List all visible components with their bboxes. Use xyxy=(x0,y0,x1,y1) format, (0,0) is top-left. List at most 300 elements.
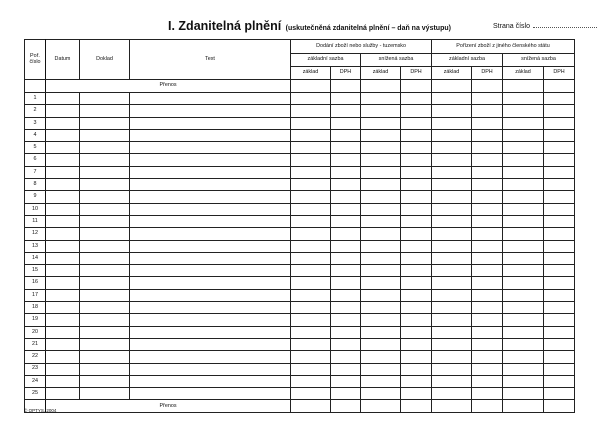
entry-cell[interactable] xyxy=(401,265,432,277)
entry-cell[interactable] xyxy=(472,228,503,240)
entry-cell[interactable] xyxy=(544,203,575,215)
entry-cell[interactable] xyxy=(432,117,472,129)
entry-cell[interactable] xyxy=(291,93,331,105)
entry-cell[interactable] xyxy=(291,179,331,191)
entry-cell[interactable] xyxy=(472,388,503,400)
entry-cell[interactable] xyxy=(432,129,472,141)
entry-cell[interactable] xyxy=(503,142,544,154)
entry-cell[interactable] xyxy=(361,166,401,178)
entry-cell[interactable] xyxy=(291,363,331,375)
entry-cell[interactable] xyxy=(472,252,503,264)
entry-cell[interactable] xyxy=(80,375,130,387)
entry-cell[interactable] xyxy=(130,154,291,166)
entry-cell[interactable] xyxy=(401,191,432,203)
entry-cell[interactable] xyxy=(544,228,575,240)
entry-cell[interactable] xyxy=(331,166,361,178)
row-number: 16 xyxy=(25,277,46,289)
entry-cell[interactable] xyxy=(401,338,432,350)
entry-cell[interactable] xyxy=(361,351,401,363)
entry-cell[interactable] xyxy=(472,363,503,375)
entry-cell[interactable] xyxy=(544,166,575,178)
entry-cell[interactable] xyxy=(46,388,80,400)
entry-cell[interactable] xyxy=(544,388,575,400)
entry-cell[interactable] xyxy=(80,203,130,215)
entry-cell[interactable] xyxy=(503,179,544,191)
row-number: 21 xyxy=(25,338,46,350)
entry-cell[interactable] xyxy=(130,240,291,252)
entry-cell[interactable] xyxy=(361,388,401,400)
entry-cell[interactable] xyxy=(401,142,432,154)
row-number: 2 xyxy=(25,105,46,117)
entry-cell[interactable] xyxy=(46,179,80,191)
entry-cell[interactable] xyxy=(472,191,503,203)
entry-cell[interactable] xyxy=(331,228,361,240)
row-number: 7 xyxy=(25,166,46,178)
entry-cell[interactable] xyxy=(361,375,401,387)
subheader-eu-reduced-rate: snížená sazba xyxy=(503,54,575,67)
entry-cell[interactable] xyxy=(432,363,472,375)
entry-cell[interactable] xyxy=(503,191,544,203)
entry-cell[interactable] xyxy=(503,129,544,141)
entry-cell[interactable] xyxy=(80,228,130,240)
entry-cell[interactable] xyxy=(80,314,130,326)
entry-cell[interactable] xyxy=(331,375,361,387)
entry-cell[interactable] xyxy=(80,289,130,301)
entry-cell[interactable] xyxy=(401,215,432,227)
entry-cell[interactable] xyxy=(46,326,80,338)
entry-cell[interactable] xyxy=(544,351,575,363)
entry-cell[interactable] xyxy=(331,191,361,203)
entry-cell[interactable] xyxy=(361,215,401,227)
entry-cell[interactable] xyxy=(46,203,80,215)
entry-cell[interactable] xyxy=(80,351,130,363)
entry-cell[interactable] xyxy=(291,129,331,141)
entry-cell[interactable] xyxy=(291,142,331,154)
entry-cell[interactable] xyxy=(46,338,80,350)
entry-cell[interactable] xyxy=(544,117,575,129)
entry-cell[interactable] xyxy=(361,277,401,289)
entry-cell[interactable] xyxy=(46,289,80,301)
entry-cell[interactable] xyxy=(331,215,361,227)
entry-cell[interactable] xyxy=(291,228,331,240)
entry-cell[interactable] xyxy=(130,289,291,301)
entry-cell[interactable] xyxy=(80,117,130,129)
entry-cell[interactable] xyxy=(80,215,130,227)
entry-cell[interactable] xyxy=(401,166,432,178)
entry-cell[interactable] xyxy=(503,154,544,166)
entry-cell[interactable] xyxy=(401,93,432,105)
entry-cell[interactable] xyxy=(46,129,80,141)
entry-cell[interactable] xyxy=(472,302,503,314)
entry-cell[interactable] xyxy=(432,142,472,154)
entry-cell[interactable] xyxy=(331,203,361,215)
entry-cell[interactable] xyxy=(291,105,331,117)
entry-cell[interactable] xyxy=(544,142,575,154)
table-row xyxy=(25,363,575,375)
entry-cell[interactable] xyxy=(291,351,331,363)
page-number-blank[interactable] xyxy=(533,21,597,28)
entry-cell[interactable] xyxy=(472,166,503,178)
entry-cell[interactable] xyxy=(46,252,80,264)
entry-cell[interactable] xyxy=(291,154,331,166)
entry-cell[interactable] xyxy=(361,240,401,252)
entry-cell[interactable] xyxy=(331,314,361,326)
entry-cell[interactable] xyxy=(503,228,544,240)
entry-cell[interactable] xyxy=(401,375,432,387)
entry-cell[interactable] xyxy=(432,93,472,105)
entry-cell[interactable] xyxy=(401,154,432,166)
entry-cell[interactable] xyxy=(361,326,401,338)
row-number: 3 xyxy=(25,117,46,129)
entry-cell[interactable] xyxy=(331,252,361,264)
entry-cell[interactable] xyxy=(291,166,331,178)
entry-cell[interactable] xyxy=(503,105,544,117)
entry-cell[interactable] xyxy=(401,289,432,301)
entry-cell[interactable] xyxy=(46,302,80,314)
entry-cell[interactable] xyxy=(331,142,361,154)
entry-cell[interactable] xyxy=(544,289,575,301)
entry-cell[interactable] xyxy=(401,326,432,338)
entry-cell[interactable] xyxy=(432,351,472,363)
entry-cell[interactable] xyxy=(472,265,503,277)
entry-cell[interactable] xyxy=(432,105,472,117)
entry-cell[interactable] xyxy=(80,338,130,350)
table-row xyxy=(25,326,575,338)
entry-cell[interactable] xyxy=(544,363,575,375)
entry-cell[interactable] xyxy=(472,277,503,289)
entry-cell[interactable] xyxy=(361,203,401,215)
entry-cell[interactable] xyxy=(130,277,291,289)
entry-cell[interactable] xyxy=(432,289,472,301)
entry-cell[interactable] xyxy=(80,277,130,289)
entry-cell[interactable] xyxy=(432,191,472,203)
entry-cell[interactable] xyxy=(331,338,361,350)
entry-cell[interactable] xyxy=(80,179,130,191)
entry-cell[interactable] xyxy=(432,252,472,264)
entry-cell[interactable] xyxy=(331,363,361,375)
entry-cell[interactable] xyxy=(401,129,432,141)
entry-cell[interactable] xyxy=(361,129,401,141)
entry-cell[interactable] xyxy=(361,154,401,166)
entry-cell[interactable] xyxy=(80,302,130,314)
entry-cell[interactable] xyxy=(130,326,291,338)
entry-cell[interactable] xyxy=(46,191,80,203)
entry-cell[interactable] xyxy=(46,363,80,375)
entry-cell[interactable] xyxy=(361,289,401,301)
row-number: 8 xyxy=(25,179,46,191)
entry-cell[interactable] xyxy=(80,191,130,203)
copyright-footer: © OPTYS, 2004 xyxy=(24,408,57,413)
entry-cell[interactable] xyxy=(130,265,291,277)
entry-cell[interactable] xyxy=(361,142,401,154)
entry-cell[interactable] xyxy=(503,375,544,387)
form-title-main: I. Zdanitelná plnění xyxy=(168,19,282,33)
entry-cell[interactable] xyxy=(361,93,401,105)
entry-cell[interactable] xyxy=(291,252,331,264)
entry-cell[interactable] xyxy=(401,351,432,363)
entry-cell[interactable] xyxy=(401,240,432,252)
entry-cell[interactable] xyxy=(291,215,331,227)
entry-cell[interactable] xyxy=(503,166,544,178)
entry-cell[interactable] xyxy=(432,338,472,350)
entry-cell[interactable] xyxy=(291,117,331,129)
entry-cell[interactable] xyxy=(544,154,575,166)
entry-cell[interactable] xyxy=(472,154,503,166)
entry-cell[interactable] xyxy=(544,338,575,350)
entry-cell[interactable] xyxy=(544,326,575,338)
entry-cell[interactable] xyxy=(544,277,575,289)
entry-cell[interactable] xyxy=(503,117,544,129)
entry-cell[interactable] xyxy=(544,302,575,314)
entry-cell[interactable] xyxy=(80,388,130,400)
entry-cell[interactable] xyxy=(130,93,291,105)
entry-cell[interactable] xyxy=(361,363,401,375)
entry-cell[interactable] xyxy=(331,388,361,400)
entry-cell[interactable] xyxy=(401,277,432,289)
entry-cell[interactable] xyxy=(472,215,503,227)
table-row xyxy=(25,240,575,252)
entry-cell[interactable] xyxy=(46,154,80,166)
entry-cell[interactable] xyxy=(130,338,291,350)
entry-cell[interactable] xyxy=(472,314,503,326)
entry-cell[interactable] xyxy=(130,388,291,400)
entry-cell[interactable] xyxy=(472,289,503,301)
entry-cell[interactable] xyxy=(80,265,130,277)
entry-cell[interactable] xyxy=(503,252,544,264)
entry-cell[interactable] xyxy=(432,265,472,277)
table-row xyxy=(25,265,575,277)
entry-cell[interactable] xyxy=(331,351,361,363)
entry-cell[interactable] xyxy=(432,179,472,191)
entry-cell[interactable] xyxy=(361,265,401,277)
table-row xyxy=(25,338,575,350)
ledger-table xyxy=(24,39,575,413)
entry-cell[interactable] xyxy=(80,252,130,264)
entry-cell[interactable] xyxy=(432,375,472,387)
entry-cell[interactable] xyxy=(361,252,401,264)
entry-cell[interactable] xyxy=(80,105,130,117)
entry-cell[interactable] xyxy=(361,179,401,191)
entry-cell[interactable] xyxy=(432,388,472,400)
entry-cell[interactable] xyxy=(544,252,575,264)
entry-cell[interactable] xyxy=(331,240,361,252)
entry-cell[interactable] xyxy=(432,154,472,166)
entry-cell[interactable] xyxy=(46,277,80,289)
entry-cell[interactable] xyxy=(291,191,331,203)
entry-cell[interactable] xyxy=(130,363,291,375)
entry-cell[interactable] xyxy=(130,129,291,141)
entry-cell[interactable] xyxy=(401,203,432,215)
row-number: 25 xyxy=(25,388,46,400)
entry-cell[interactable] xyxy=(472,105,503,117)
entry-cell[interactable] xyxy=(503,363,544,375)
entry-cell[interactable] xyxy=(503,277,544,289)
entry-cell[interactable] xyxy=(80,326,130,338)
entry-cell[interactable] xyxy=(544,93,575,105)
entry-cell[interactable] xyxy=(503,289,544,301)
entry-cell[interactable] xyxy=(130,252,291,264)
entry-cell[interactable] xyxy=(80,154,130,166)
entry-cell[interactable] xyxy=(130,228,291,240)
entry-cell[interactable] xyxy=(544,314,575,326)
entry-cell[interactable] xyxy=(130,302,291,314)
entry-cell[interactable] xyxy=(291,314,331,326)
entry-cell[interactable] xyxy=(544,105,575,117)
entry-cell[interactable] xyxy=(130,179,291,191)
entry-cell[interactable] xyxy=(503,302,544,314)
entry-cell[interactable] xyxy=(472,93,503,105)
entry-cell[interactable] xyxy=(503,203,544,215)
entry-cell[interactable] xyxy=(331,93,361,105)
entry-cell[interactable] xyxy=(432,166,472,178)
table-row xyxy=(25,191,575,203)
entry-cell[interactable] xyxy=(80,129,130,141)
entry-cell[interactable] xyxy=(130,142,291,154)
entry-cell[interactable] xyxy=(46,166,80,178)
entry-cell[interactable] xyxy=(46,375,80,387)
entry-cell[interactable] xyxy=(291,203,331,215)
entry-cell[interactable] xyxy=(401,179,432,191)
row-number: 11 xyxy=(25,215,46,227)
entry-cell[interactable] xyxy=(291,277,331,289)
table-row xyxy=(25,314,575,326)
entry-cell[interactable] xyxy=(46,314,80,326)
entry-cell[interactable] xyxy=(401,314,432,326)
entry-cell[interactable] xyxy=(503,314,544,326)
col-header-row-number: Poř. číslo xyxy=(25,40,46,80)
entry-cell[interactable] xyxy=(472,240,503,252)
entry-cell[interactable] xyxy=(130,375,291,387)
entry-cell[interactable] xyxy=(130,105,291,117)
entry-cell[interactable] xyxy=(331,179,361,191)
row-number: 1 xyxy=(25,93,46,105)
entry-cell[interactable] xyxy=(432,215,472,227)
entry-cell[interactable] xyxy=(130,215,291,227)
entry-cell[interactable] xyxy=(361,314,401,326)
entry-cell[interactable] xyxy=(130,191,291,203)
subheader-eu-reduced-base: základ xyxy=(503,67,544,80)
entry-cell[interactable] xyxy=(472,203,503,215)
entry-cell[interactable] xyxy=(401,302,432,314)
entry-cell[interactable] xyxy=(472,179,503,191)
entry-cell[interactable] xyxy=(361,191,401,203)
entry-cell[interactable] xyxy=(361,117,401,129)
entry-cell[interactable] xyxy=(472,375,503,387)
entry-cell[interactable] xyxy=(544,129,575,141)
entry-cell[interactable] xyxy=(503,240,544,252)
entry-cell[interactable] xyxy=(361,302,401,314)
entry-cell[interactable] xyxy=(544,240,575,252)
entry-cell[interactable] xyxy=(331,117,361,129)
entry-cell[interactable] xyxy=(80,93,130,105)
entry-cell[interactable] xyxy=(401,363,432,375)
ledger-body xyxy=(25,80,575,400)
entry-cell[interactable] xyxy=(291,302,331,314)
entry-cell[interactable] xyxy=(46,351,80,363)
entry-cell[interactable] xyxy=(472,142,503,154)
entry-cell[interactable] xyxy=(130,117,291,129)
entry-cell[interactable] xyxy=(46,228,80,240)
entry-cell[interactable] xyxy=(46,105,80,117)
entry-cell[interactable] xyxy=(331,302,361,314)
entry-cell[interactable] xyxy=(331,326,361,338)
entry-cell[interactable] xyxy=(130,314,291,326)
entry-cell[interactable] xyxy=(401,228,432,240)
entry-cell[interactable] xyxy=(46,93,80,105)
entry-cell[interactable] xyxy=(432,314,472,326)
entry-cell[interactable] xyxy=(432,326,472,338)
col-header-text: Text xyxy=(130,40,291,80)
entry-cell[interactable] xyxy=(291,326,331,338)
entry-cell[interactable] xyxy=(130,166,291,178)
entry-cell[interactable] xyxy=(130,351,291,363)
entry-cell[interactable] xyxy=(46,215,80,227)
entry-cell[interactable] xyxy=(472,129,503,141)
entry-cell[interactable] xyxy=(80,240,130,252)
entry-cell[interactable] xyxy=(503,326,544,338)
entry-cell[interactable] xyxy=(432,240,472,252)
entry-cell[interactable] xyxy=(331,154,361,166)
entry-cell[interactable] xyxy=(503,215,544,227)
entry-cell[interactable] xyxy=(432,302,472,314)
entry-cell[interactable] xyxy=(503,351,544,363)
entry-cell[interactable] xyxy=(46,265,80,277)
entry-cell[interactable] xyxy=(544,375,575,387)
entry-cell[interactable] xyxy=(503,93,544,105)
entry-cell[interactable] xyxy=(361,228,401,240)
entry-cell[interactable] xyxy=(503,265,544,277)
entry-cell[interactable] xyxy=(130,203,291,215)
entry-cell[interactable] xyxy=(46,240,80,252)
entry-cell[interactable] xyxy=(331,105,361,117)
entry-cell[interactable] xyxy=(80,363,130,375)
entry-cell[interactable] xyxy=(291,338,331,350)
entry-cell[interactable] xyxy=(361,338,401,350)
entry-cell[interactable] xyxy=(472,338,503,350)
entry-cell[interactable] xyxy=(291,388,331,400)
entry-cell[interactable] xyxy=(472,351,503,363)
entry-cell[interactable] xyxy=(544,191,575,203)
entry-cell[interactable] xyxy=(331,289,361,301)
entry-cell[interactable] xyxy=(401,252,432,264)
entry-cell[interactable] xyxy=(80,142,130,154)
entry-cell[interactable] xyxy=(331,129,361,141)
entry-cell[interactable] xyxy=(503,338,544,350)
entry-cell[interactable] xyxy=(432,203,472,215)
entry-cell[interactable] xyxy=(544,179,575,191)
entry-cell[interactable] xyxy=(401,117,432,129)
entry-cell[interactable] xyxy=(472,117,503,129)
entry-cell[interactable] xyxy=(331,265,361,277)
entry-cell[interactable] xyxy=(46,117,80,129)
entry-cell[interactable] xyxy=(432,277,472,289)
entry-cell[interactable] xyxy=(544,215,575,227)
entry-cell[interactable] xyxy=(401,105,432,117)
entry-cell[interactable] xyxy=(291,289,331,301)
entry-cell[interactable] xyxy=(291,375,331,387)
entry-cell[interactable] xyxy=(80,166,130,178)
entry-cell[interactable] xyxy=(401,388,432,400)
entry-cell[interactable] xyxy=(503,388,544,400)
entry-cell[interactable] xyxy=(46,142,80,154)
entry-cell[interactable] xyxy=(331,277,361,289)
entry-cell[interactable] xyxy=(361,105,401,117)
entry-cell[interactable] xyxy=(291,265,331,277)
entry-cell[interactable] xyxy=(544,265,575,277)
entry-cell[interactable] xyxy=(432,228,472,240)
entry-cell[interactable] xyxy=(472,326,503,338)
entry-cell[interactable] xyxy=(291,240,331,252)
